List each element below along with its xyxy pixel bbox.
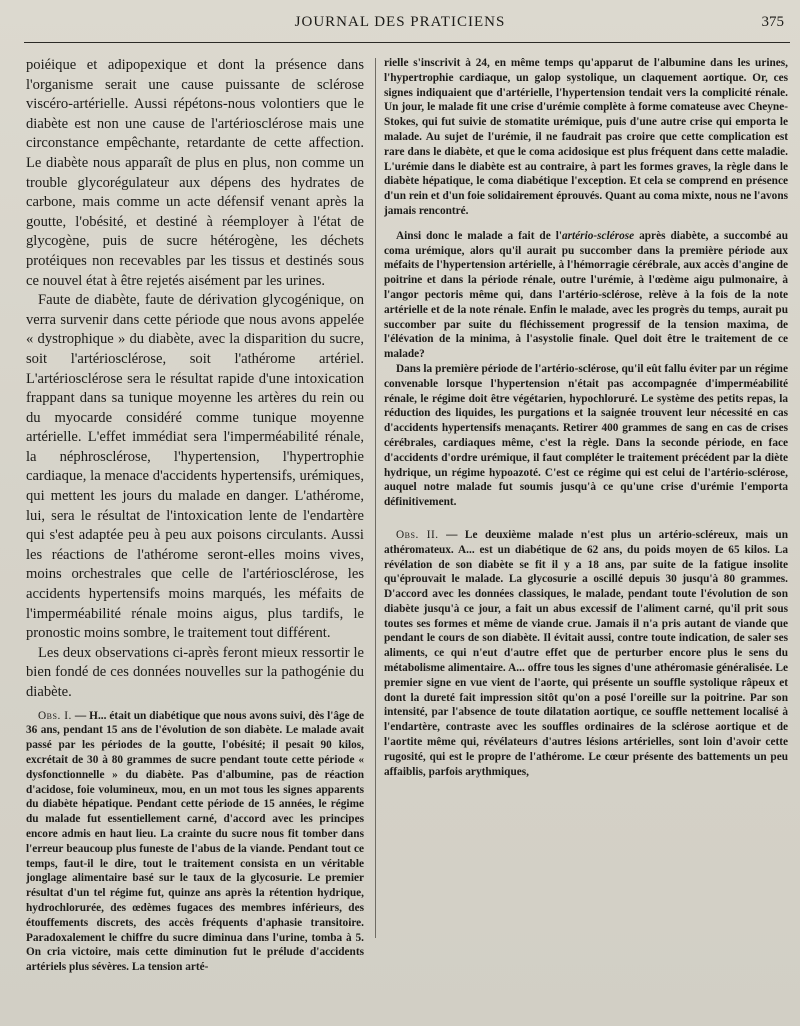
column-divider <box>375 58 376 938</box>
paragraph-outcome <box>384 229 788 362</box>
paragraph-treatment: Dans la première période de l'artério-sclérose, qu'il eût fallu éviter par un régime convenable lorsque l'hypertension n'était pas accompagnée d'imperméabilité rénale, le régime doit être végétarien, hypochloruré. Le système des petits repas, la réduction des liquides, les purgations et la saignée trouvent leur nécessité en cas d'accidents hypertensifs menaçants. Retirer 400 grammes de sang en cas de crises cérébrales, cardiaques même, c'est la règle. Dans la seconde période, en face d'accidents d'ordre urémique, il faut compléter le traitement précédent par la diète hydrique, un régime hypoazoté. C'est ce régime qui est celui de l'artério-sclérose, auquel notre malade fut soumis jusqu'à ce qu'une crise d'urémie l'emporta définitivement. <box>384 362 788 509</box>
outcome-text-end: après diabète, a succombé au coma urémique, alors qu'il aurait pu succomber dans la première période aux méfaits de l'hypertension artérielle, à l'hémorragie cérébrale, aux accès d'angine de poitrine et dans la période rénale, outre l'urémie, à l'œdème aigu pulmonaire, à l'angor pectoris même qui, dans l'artério-sclérose, relève à la fois de la note artérielle et de la note rénale. Enfin le malade, avec les progrès du temps, aurait pu succomber par suite du fléchissement progressif de la tension maxima, de l'élévation de la minima, à l'asystolie finale. Quel doit être le traitement de ce malade? <box>384 229 788 361</box>
paragraph-uremia: rielle s'inscrivit à 24, en même temps qu'apparut de l'albumine dans les urines, l'hypertrophie cardiaque, un galop systolique, un claquement aortique. Or, ces signes indiquaient que d'artérielle, l'hypertension tendait vers la complicité rénale. Un jour, le malade fit une crise d'urémie complète à forme comateuse avec Cheyne-Stokes, qui fut suivie de stomatite urémique, puis d'une autre crise qui emporta le malade. Au sujet de l'urémie, il ne faudrait pas croire que cette complication est rare dans le diabète, et que le coma acidosique est plus fréquent dans cette maladie. L'urémie dans le diabète est au contraire, à part les formes graves, la règle dans le diabète hépatique, le coma diabétique l'exception. Et cela se comprend en présence d'un rein et d'un foie solidairement éprouvés. Quant au coma mixte, nous ne l'avons jamais rencontré. <box>384 57 788 217</box>
observation-two-text: — Le deuxième malade n'est plus un artério-scléreux, mais un athéromateux. A... est un diabétique de 62 ans, du poids moyen de 65 kilos. La révélation de son diabète se fit il y a 18 ans, par suite de la fatigue insolite qu'éprouvait le malade. La glycosurie a oscillé depuis 30 jusqu'à 80 grammes. D'accord avec les données classiques, le malade, pendant toute l'évolution de son diabète jusqu'à ce jour, a fait un abus excessif de l'aliment carné, qu'il prit sous toutes ses formes et même de viande crue. Jamais il n'a pris autant de viande que pendant le cours de son diabète. Il évitait aussi, contre toute indication, de saler ses aliments, ce qui n'eut d'autre effet que de perturber encore plus le sens du métabolisme alimentaire. A... offre tous les signes d'une athéromasie généralisée. Le premier signe en vue vient de l'aorte, qui présente un souffle systolique râpeux et dont la dureté fait impression sitôt qu'on a posé l'oreille sur la poitrine. Par son intensité, par l'absence de toute dilatation aortique, ce souffle nettement localisé à l'endartère, contraste avec les souffles ordinaires de la sclérose aortique et de l'aortite même qui, révélateurs d'autres lésions artérielles, sont loin d'avoir cette rugosité, qui est le propre de l'athérome. Le cœur présente des battements un peu affaiblis, parfois arythmiques, <box>384 528 788 778</box>
header-rule <box>24 42 790 43</box>
page-number: 375 <box>761 14 784 30</box>
observation-one-label: Obs. I. <box>38 709 72 722</box>
observation-two-label: Obs. II. <box>396 528 439 541</box>
journal-title: JOURNAL DES PRATICIENS <box>294 14 506 30</box>
paragraph-dystrophic-period: Faute de diabète, faute de dérivation glycogénique, on verra survenir dans cette période que nous avons appelée « dystrophique » du diabète, avec la disparition du sucre, soit l'artériosclérose, soit l'athérome artériel. L'artériosclérose sera le résultat rapide d'une intoxication frappant dans sa tunique moyenne les artères du rein ou du myocarde considéré comme tunique moyenne artérielle. L'effet immédiat sera l'imperméabilité rénale, la néphrosclérose, l'hypertension, l'hypertrophie cardiaque, la menace d'accidents hypertensifs, urémiques, qui mettent les jours du malade en danger. L'athérome, lui, sera le résultat de l'intoxication lente de l'endartère qui s'est adaptée peu à peu aux poisons circulants. Aussi les réactions de l'athérome seront-elles moins vives, moins orchestrales que celle de l'artériosclérose, les accidents hypertensifs moins marqués, les méfaits de l'imperméabilité rénale moins aigus, plus tardifs, le pronostic moins sombre, le traitement tout différent. <box>26 292 364 642</box>
observation-two <box>384 528 788 780</box>
paragraph-intro: poiéique et adipopexique et dont la présence dans l'organisme serait une cause puissante de sclérose viscéro-artérielle. Aussi répétons-nous volontiers que le diabète est non une cause de l'artériosclérose mais une circonstance empêchante, retardante de cette affection. Le diabète nous apparaît de plus en plus, non comme un trouble glycorégulateur aux dépens des hydrates de carbone, mais comme un acte défensif venant après la goutte, l'obésité, et destiné à réemployer à l'état de glycogène, puis de sucre hétérogène, les déchets protéiques non recevables par les tissus et destinés sous ce nouvel état à être rejetés aisément par les urines. <box>26 57 364 289</box>
paragraph-observations-intro: Les deux observations ci-après feront mieux ressortir le bien fondé de ces données nouvelles sur la pathogénie du diabète. <box>26 644 364 700</box>
observation-one <box>26 709 364 975</box>
left-column <box>26 56 364 986</box>
outcome-italic-term: artério-sclérose <box>561 229 635 242</box>
observation-one-text: — H... était un diabétique que nous avons suivi, dès l'âge de 36 ans, pendant 15 ans de l'évolution de son diabète. Le malade avait passé par les périodes de la goutte, l'obésité; il pesait 90 kilos, excrétait de 30 à 80 grammes de sucre pendant toute cette période « dysfonctionnelle » du diabète. Pas d'albumine, pas de réaction d'acidose, foie volumineux, mou, en un mot tous les signes apparents du diabète hépatique. Pendant cette période de 15 années, le régime du malade fut essentiellement carné, d'accord avec les principes encore admis en haut lieu. La crainte du sucre nous fit tomber dans l'erreur beaucoup plus funeste de l'abus de la viande. Pendant tout ce temps, faut-il le dire, tout le traitement consista en un véritable jonglage alimentaire basé sur le taux de la glycosurie. Le premier résultat d'un tel régime fut, quinze ans après la rétention hydrique, hydrochlorurée, des œdèmes fugaces des membres inférieurs, des étouffements discrets, des accès fréquents d'aphasie transitoire. Paradoxalement le chiffre du sucre diminua dans l'urine, tomba à 5. On cria victoire, mais cette diminution fut le prélude d'accidents artériels plus sévères. La tension arté- <box>26 709 364 974</box>
right-column <box>384 56 788 1016</box>
outcome-text-start: Ainsi donc le malade a fait de l' <box>396 229 562 242</box>
page-header <box>0 14 800 34</box>
